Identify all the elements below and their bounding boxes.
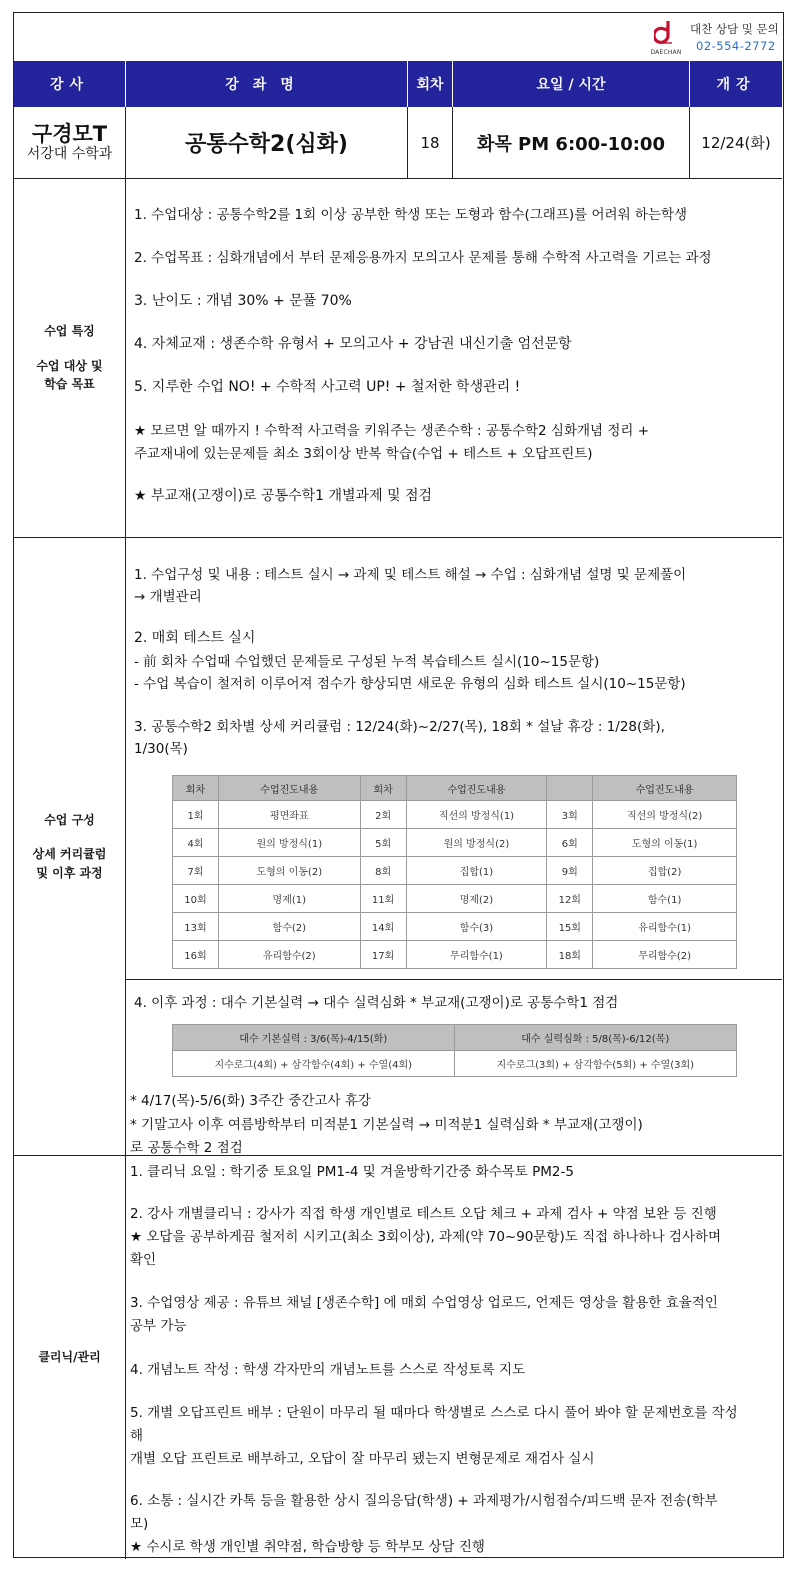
structure-line: - 수업 복습이 철저히 이루어져 점수가 향상되면 새로운 유형의 심화 테스트 실시(10~15문항) bbox=[134, 676, 686, 692]
structure-line: → 개별관리 bbox=[134, 589, 202, 605]
session-count: 18 bbox=[420, 133, 440, 152]
session-num: 3회 bbox=[547, 801, 593, 829]
course-sheet bbox=[13, 12, 784, 1558]
start-cell bbox=[690, 107, 782, 179]
table-row bbox=[173, 885, 737, 913]
structure-label bbox=[14, 538, 126, 1156]
daechan-logo-icon bbox=[654, 19, 676, 47]
clinic-line: 6. 소통 : 실시간 카톡 등을 활용한 상시 질의응답(학생) + 과제평가/시험점수/피드백 문자 전송(학부 bbox=[130, 1493, 718, 1509]
features-label bbox=[14, 179, 126, 538]
clinic-line: 공부 가능 bbox=[130, 1318, 187, 1334]
structure-label-3: 및 이후 과정 bbox=[36, 865, 103, 880]
table-row bbox=[173, 1051, 737, 1077]
clinic-line: 4. 개념노트 작성 : 학생 각자만의 개념노트를 스스로 작성토록 지도 bbox=[130, 1362, 526, 1378]
session-num: 4회 bbox=[173, 829, 219, 857]
after-course-header-row bbox=[173, 1025, 737, 1051]
session-num: 1회 bbox=[173, 801, 219, 829]
session-topic: 무리함수(1) bbox=[406, 941, 547, 969]
header-start: 개강 bbox=[690, 61, 782, 107]
session-topic: 원의 방정식(2) bbox=[406, 829, 547, 857]
daechan-logo bbox=[650, 19, 680, 57]
features-line: 3. 난이도 : 개념 30% + 문풀 70% bbox=[134, 293, 352, 309]
structure-note: * 기말고사 이후 여름방학부터 미적분1 기본실력 → 미적분1 실력심화 * 부교재(고쟁이) bbox=[130, 1117, 643, 1133]
session-topic: 유리함수(1) bbox=[593, 913, 737, 941]
session-topic: 원의 방정식(1) bbox=[218, 829, 360, 857]
structure-line: - 前 회차 수업때 수업했던 문제들로 구성된 누적 복습테스트 실시(10~15문항) bbox=[134, 654, 600, 670]
teacher-school: 서강대 수학과 bbox=[26, 145, 113, 162]
clinic-line: ★ 오답을 공부하게끔 철저히 시키고(최소 3회이상), 과제(약 70~90문항)도 직접 하나하나 검사하며 bbox=[130, 1229, 722, 1245]
header-teacher: 강사 bbox=[14, 61, 126, 107]
clinic-label-text: 클리닉/관리 bbox=[38, 1350, 101, 1365]
contact-title: 대찬 상담 및 문의 bbox=[690, 22, 779, 36]
features-label-2: 수업 대상 및 bbox=[36, 358, 103, 373]
table-row bbox=[173, 857, 737, 885]
session-num: 15회 bbox=[547, 913, 593, 941]
clinic-line: 모) bbox=[130, 1516, 149, 1532]
header-schedule: 요일 / 시간 bbox=[453, 61, 690, 107]
session-num: 2회 bbox=[360, 801, 406, 829]
clinic-body bbox=[126, 1156, 782, 1559]
features-line: 2. 수업목표 : 심화개념에서 부터 문제응용까지 모의고사 문제를 통해 수학적 사고력을 기르는 과정 bbox=[134, 250, 712, 266]
curriculum-header: 수업진도내용 bbox=[593, 776, 737, 801]
session-num: 11회 bbox=[360, 885, 406, 913]
header-sessions: 회차 bbox=[408, 61, 453, 107]
after-course-header: 대수 실력심화 : 5/8(목)-6/12(목) bbox=[454, 1025, 737, 1051]
features-line: ★ 모르면 알 때까지 ! 수학적 사고력을 키워주는 생존수학 : 공통수학2 심화개념 정리 + bbox=[134, 423, 650, 439]
session-topic: 직선의 방정식(2) bbox=[593, 801, 737, 829]
curriculum-header: 수업진도내용 bbox=[406, 776, 547, 801]
session-topic: 무리함수(2) bbox=[593, 941, 737, 969]
contact-phone[interactable]: 02-554-2772 bbox=[696, 39, 776, 53]
after-course-table bbox=[172, 1024, 737, 1077]
session-topic: 명제(1) bbox=[218, 885, 360, 913]
features-line: 5. 지루한 수업 NO! + 수학적 사고력 UP! + 철저한 학생관리 ! bbox=[134, 379, 521, 395]
clinic-line: 해 bbox=[130, 1428, 144, 1444]
schedule-text: 화목 PM 6:00-10:00 bbox=[477, 133, 665, 155]
course-title-cell bbox=[126, 107, 408, 179]
structure-label-1: 수업 구성 bbox=[44, 812, 95, 827]
clinic-line: 1. 클리닉 요일 : 학기중 토요일 PM1-4 및 겨울방학기간중 화수목토 PM2-5 bbox=[130, 1164, 574, 1180]
session-topic: 집합(2) bbox=[593, 857, 737, 885]
session-topic: 직선의 방정식(1) bbox=[406, 801, 547, 829]
structure-note: 로 공통수학 2 점검 bbox=[130, 1140, 243, 1156]
session-topic: 함수(1) bbox=[593, 885, 737, 913]
schedule-cell bbox=[453, 107, 690, 179]
contact-bar bbox=[14, 13, 782, 61]
table-row bbox=[173, 801, 737, 829]
features-line: 주교재내에 있는문제들 최소 3회이상 반복 학습(수업 + 테스트 + 오답프린트) bbox=[134, 446, 593, 462]
curriculum-header: 수업진도내용 bbox=[218, 776, 360, 801]
session-num: 5회 bbox=[360, 829, 406, 857]
clinic-line: ★ 수시로 학생 개인별 취약점, 학습방향 등 학부모 상담 진행 bbox=[130, 1539, 485, 1555]
structure-note: * 4/17(목)-5/6(화) 3주간 중간고사 휴강 bbox=[130, 1093, 371, 1109]
teacher-cell bbox=[14, 107, 126, 179]
after-course-value: 지수로그(4회) + 삼각함수(4회) + 수열(4회) bbox=[173, 1051, 455, 1077]
clinic-line: 확인 bbox=[130, 1252, 157, 1268]
structure-label-2: 상세 커리큘럼 bbox=[32, 847, 107, 862]
session-topic: 도형의 이동(2) bbox=[218, 857, 360, 885]
session-topic: 유리함수(2) bbox=[218, 941, 360, 969]
session-num: 17회 bbox=[360, 941, 406, 969]
structure-line: 1/30(목) bbox=[134, 741, 188, 757]
structure-line: 1. 수업구성 및 내용 : 테스트 실시 → 과제 및 테스트 해설 → 수업 : 심화개념 설명 및 문제풀이 bbox=[134, 567, 687, 583]
session-num: 9회 bbox=[547, 857, 593, 885]
after-course-value: 지수로그(3회) + 삼각함수(5회) + 수열(3회) bbox=[454, 1051, 737, 1077]
session-topic: 집합(1) bbox=[406, 857, 547, 885]
after-course-line: 4. 이후 과정 : 대수 기본실력 → 대수 실력심화 * 부교재(고쟁이)로 공통수학1 점검 bbox=[134, 995, 619, 1011]
features-body bbox=[126, 179, 782, 538]
session-topic: 도형의 이동(1) bbox=[593, 829, 737, 857]
curriculum-header bbox=[547, 776, 593, 801]
logo-text: DAECHAN bbox=[650, 49, 682, 56]
structure-line: 2. 매회 테스트 실시 bbox=[134, 630, 256, 646]
features-line: 1. 수업대상 : 공통수학2를 1회 이상 공부한 학생 또는 도형과 함수(그래프)를 어려워 하는학생 bbox=[134, 207, 688, 223]
curriculum-header-row bbox=[173, 776, 737, 801]
session-num: 13회 bbox=[173, 913, 219, 941]
clinic-line: 2. 강사 개별클리닉 : 강사가 직접 학생 개인별로 테스트 오답 체크 + 과제 검사 + 약점 보완 등 진행 bbox=[130, 1206, 717, 1222]
features-label-3: 학습 목표 bbox=[44, 377, 95, 392]
session-topic: 함수(3) bbox=[406, 913, 547, 941]
after-course-header: 대수 기본실력 : 3/6(목)-4/15(화) bbox=[173, 1025, 455, 1051]
table-row bbox=[173, 941, 737, 969]
curriculum-table bbox=[172, 775, 737, 969]
sessions-cell bbox=[408, 107, 453, 179]
course-title: 공통수학2(심화) bbox=[185, 132, 348, 157]
curriculum-header: 회차 bbox=[360, 776, 406, 801]
structure-divider bbox=[126, 979, 782, 980]
clinic-line: 5. 개별 오답프린트 배부 : 단원이 마무리 될 때마다 학생별로 스스로 다시 풀어 봐야 할 문제번호를 작성 bbox=[130, 1405, 738, 1421]
session-num: 8회 bbox=[360, 857, 406, 885]
curriculum-header: 회차 bbox=[173, 776, 219, 801]
session-topic: 평면좌표 bbox=[218, 801, 360, 829]
session-num: 14회 bbox=[360, 913, 406, 941]
clinic-line: 3. 수업영상 제공 : 유튜브 채널 [생존수학] 에 매회 수업영상 업로드, 언제든 영상을 활용한 효율적인 bbox=[130, 1295, 718, 1311]
session-topic: 명제(2) bbox=[406, 885, 547, 913]
session-num: 10회 bbox=[173, 885, 219, 913]
session-num: 16회 bbox=[173, 941, 219, 969]
header-course: 강좌명 bbox=[126, 61, 408, 107]
clinic-label bbox=[14, 1156, 126, 1559]
teacher-name: 구경모T bbox=[31, 121, 108, 146]
table-row bbox=[173, 829, 737, 857]
features-label-1: 수업 특징 bbox=[44, 324, 95, 339]
clinic-line: 개별 오답 프린트로 배부하고, 오답이 잘 마무리 됐는지 변형문제로 재검사 실시 bbox=[130, 1451, 595, 1467]
session-num: 6회 bbox=[547, 829, 593, 857]
session-num: 12회 bbox=[547, 885, 593, 913]
start-date: 12/24(화) bbox=[701, 134, 771, 152]
features-line: 4. 자체교재 : 생존수학 유형서 + 모의고사 + 강남권 내신기출 엄선문항 bbox=[134, 336, 572, 352]
structure-body bbox=[126, 538, 782, 1156]
session-topic: 함수(2) bbox=[218, 913, 360, 941]
table-row bbox=[173, 913, 737, 941]
structure-line: 3. 공통수학2 회차별 상세 커리큘럼 : 12/24(화)~2/27(목), 18회 * 설날 휴강 : 1/28(화), bbox=[134, 719, 665, 735]
session-num: 7회 bbox=[173, 857, 219, 885]
session-num: 18회 bbox=[547, 941, 593, 969]
features-line: ★ 부교재(고쟁이)로 공통수학1 개별과제 및 점검 bbox=[134, 488, 433, 504]
